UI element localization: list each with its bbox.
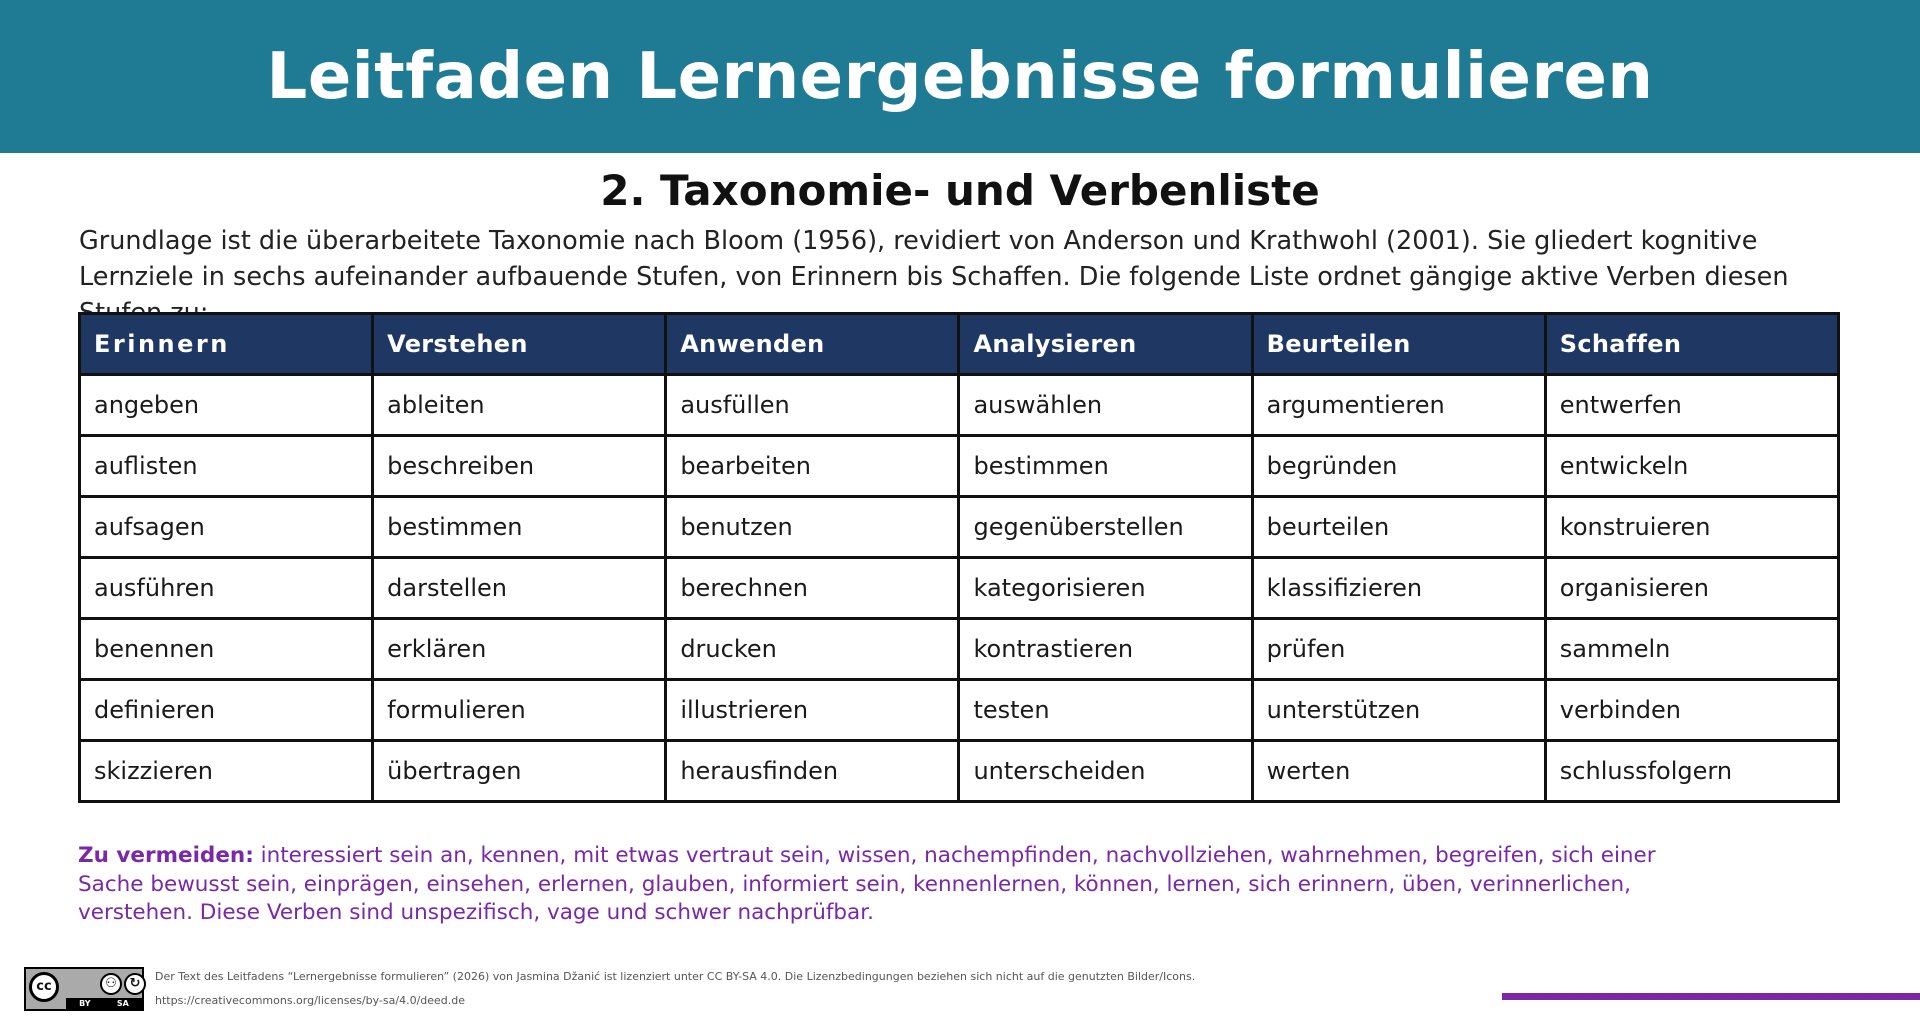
table-cell: kategorisieren	[959, 558, 1252, 619]
table-cell: testen	[959, 680, 1252, 741]
table-row	[80, 497, 1839, 558]
table-row	[80, 680, 1839, 741]
cc-by-sa-badge	[24, 967, 144, 1011]
table-row	[80, 619, 1839, 680]
avoid-note	[78, 842, 1718, 928]
table-row	[80, 436, 1839, 497]
table-header-row	[80, 314, 1839, 375]
license-strip	[66, 998, 142, 1009]
table-cell: bestimmen	[959, 436, 1252, 497]
table-cell: illustrieren	[666, 680, 959, 741]
table-cell: verbinden	[1545, 680, 1838, 741]
table-cell: erklären	[373, 619, 666, 680]
title-banner	[0, 0, 1920, 153]
table-cell: klassifizieren	[1252, 558, 1545, 619]
table-cell: berechnen	[666, 558, 959, 619]
table-cell: skizzieren	[80, 741, 373, 802]
table-cell: drucken	[666, 619, 959, 680]
avoid-label: Zu vermeiden:	[78, 843, 254, 868]
table-cell: ausführen	[80, 558, 373, 619]
table-cell: werten	[1252, 741, 1545, 802]
table-cell: bearbeiten	[666, 436, 959, 497]
cc-icon: cc	[29, 972, 59, 1002]
table-cell: gegenüberstellen	[959, 497, 1252, 558]
table-cell: darstellen	[373, 558, 666, 619]
table-cell: organisieren	[1545, 558, 1838, 619]
table-cell: beschreiben	[373, 436, 666, 497]
table-cell: übertragen	[373, 741, 666, 802]
table-cell: auswählen	[959, 375, 1252, 436]
table-cell: argumentieren	[1252, 375, 1545, 436]
license-link[interactable]: https://creativecommons.org/licenses/by-sa/4.0/deed.de	[155, 994, 466, 1007]
by-person-icon: ⚇	[100, 973, 122, 995]
table-cell: konstruieren	[1545, 497, 1838, 558]
section-title: 2. Taxonomie- und Verbenliste	[600, 166, 1320, 215]
table-cell: ausfüllen	[666, 375, 959, 436]
table-cell: kontrastieren	[959, 619, 1252, 680]
table-cell: prüfen	[1252, 619, 1545, 680]
table-cell: unterstützen	[1252, 680, 1545, 741]
license-note: Der Text des Leitfadens “Lernergebnisse formulieren” (2026) von Jasmina Džanić ist lizenziert unter CC BY-SA 4.0. Die Lizenzbedingungen beziehen sich nicht auf die genutzten Bilder/Icons.	[155, 970, 1196, 983]
table-cell: bestimmen	[373, 497, 666, 558]
table-cell: definieren	[80, 680, 373, 741]
table-cell: auflisten	[80, 436, 373, 497]
column-header-erinnern: Erinnern	[80, 314, 373, 375]
table-cell: benennen	[80, 619, 373, 680]
accent-bar	[1502, 993, 1920, 1000]
column-header-anwenden: Anwenden	[666, 314, 959, 375]
table-cell: herausfinden	[666, 741, 959, 802]
table-row	[80, 741, 1839, 802]
table-cell: schlussfolgern	[1545, 741, 1838, 802]
sa-share-alike-icon: ↻	[124, 973, 146, 995]
license-by-label: BY	[79, 999, 91, 1008]
table-cell: benutzen	[666, 497, 959, 558]
column-header-schaffen: Schaffen	[1545, 314, 1838, 375]
table-cell: sammeln	[1545, 619, 1838, 680]
table-cell: ableiten	[373, 375, 666, 436]
avoid-text: interessiert sein an, kennen, mit etwas vertraut sein, wissen, nachempfinden, nachvollziehen, wahrnehmen, begreifen, sich einer Sache bewusst sein, einprägen, einsehen, erlernen, glauben, informiert sein, kennenlernen, können, lernen, sich erinnern, üben, verinnerlichen, verstehen. Diese Verben sind unspezifisch, vage und schwer nachprüfbar.	[78, 843, 1656, 925]
table-cell: unterscheiden	[959, 741, 1252, 802]
table-cell: entwerfen	[1545, 375, 1838, 436]
column-header-beurteilen: Beurteilen	[1252, 314, 1545, 375]
table-cell: angeben	[80, 375, 373, 436]
table-cell: entwickeln	[1545, 436, 1838, 497]
table-row	[80, 558, 1839, 619]
table-cell: aufsagen	[80, 497, 373, 558]
table-cell: begründen	[1252, 436, 1545, 497]
table-cell: beurteilen	[1252, 497, 1545, 558]
intro-paragraph: Grundlage ist die überarbeitete Taxonomie nach Bloom (1956), revidiert von Anderson und Krathwohl (2001). Sie gliedert kognitive Lernziele in sechs aufeinander aufbauende Stufen, von Erinnern bis Schaffen. Die folgende Liste ordnet gängige aktive Verben diesen	[79, 226, 1789, 292]
table-cell: formulieren	[373, 680, 666, 741]
column-header-verstehen: Verstehen	[373, 314, 666, 375]
license-sa-label: SA	[116, 999, 129, 1008]
table-row	[80, 375, 1839, 436]
column-header-analysieren: Analysieren	[959, 314, 1252, 375]
verb-table	[78, 312, 1840, 803]
page-title: Leitfaden Lernergebnisse formulieren	[266, 39, 1654, 114]
